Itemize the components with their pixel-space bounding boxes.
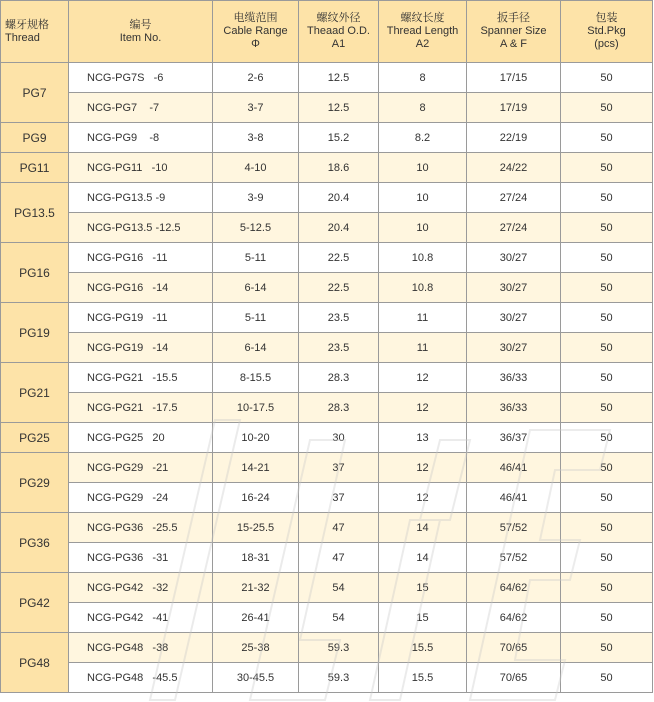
pkg-cell: 50 — [561, 543, 653, 573]
header-span-sym: A & F — [500, 38, 527, 50]
item-cell: NCG-PG42 -41 — [69, 603, 213, 633]
pkg-cell: 50 — [561, 333, 653, 363]
header-thread-cn: 螺牙规格 — [5, 18, 49, 31]
cable-cell: 3-9 — [213, 183, 299, 213]
span-cell: 36/37 — [467, 423, 561, 453]
table-row — [1, 423, 653, 453]
pkg-cell: 50 — [561, 213, 653, 243]
span-cell: 36/33 — [467, 393, 561, 423]
header-cable-sym: Φ — [251, 38, 260, 50]
span-cell: 46/41 — [467, 453, 561, 483]
len-cell: 10 — [379, 153, 467, 183]
table-row — [1, 183, 653, 213]
span-cell: 70/65 — [467, 633, 561, 663]
item-cell: NCG-PG9 -8 — [69, 123, 213, 153]
header-pkg-sym: (pcs) — [594, 38, 619, 50]
cable-cell: 10-20 — [213, 423, 299, 453]
pkg-cell: 50 — [561, 663, 653, 693]
table-row — [1, 513, 653, 543]
od-cell: 22.5 — [299, 243, 379, 273]
od-cell: 54 — [299, 603, 379, 633]
span-cell: 70/65 — [467, 663, 561, 693]
pkg-cell: 50 — [561, 423, 653, 453]
header-cable-range — [213, 1, 299, 63]
span-cell: 30/27 — [467, 273, 561, 303]
header-cable-cn: 电缆范围 — [233, 12, 278, 24]
cable-cell: 21-32 — [213, 573, 299, 603]
cable-cell: 30-45.5 — [213, 663, 299, 693]
thread-cell: PG25 — [1, 423, 69, 453]
thread-cell: PG48 — [1, 633, 69, 693]
header-spanner-size — [467, 1, 561, 63]
table-row — [1, 633, 653, 663]
cable-cell: 3-8 — [213, 123, 299, 153]
header-od-sym: A1 — [331, 38, 346, 50]
od-cell: 47 — [299, 513, 379, 543]
cable-cell: 4-10 — [213, 153, 299, 183]
thread-cell: PG42 — [1, 573, 69, 633]
item-cell: NCG-PG16 -14 — [69, 273, 213, 303]
item-cell: NCG-PG16 -11 — [69, 243, 213, 273]
thread-cell: PG19 — [1, 303, 69, 363]
table-body — [1, 63, 653, 693]
cable-cell: 5-11 — [213, 243, 299, 273]
od-cell: 37 — [299, 483, 379, 513]
item-cell: NCG-PG36 -31 — [69, 543, 213, 573]
item-cell: NCG-PG13.5 -12.5 — [69, 213, 213, 243]
header-len-cn: 螺纹长度 — [400, 12, 445, 24]
len-cell: 10.8 — [379, 243, 467, 273]
span-cell: 22/19 — [467, 123, 561, 153]
span-cell: 17/15 — [467, 63, 561, 93]
span-cell: 57/52 — [467, 513, 561, 543]
span-cell: 27/24 — [467, 183, 561, 213]
item-cell: NCG-PG21 -15.5 — [69, 363, 213, 393]
cable-cell: 14-21 — [213, 453, 299, 483]
od-cell: 54 — [299, 573, 379, 603]
od-cell: 20.4 — [299, 183, 379, 213]
cable-cell: 2-6 — [213, 63, 299, 93]
len-cell: 14 — [379, 543, 467, 573]
item-cell: NCG-PG11 -10 — [69, 153, 213, 183]
table-row — [1, 663, 653, 693]
span-cell: 30/27 — [467, 333, 561, 363]
span-cell: 30/27 — [467, 243, 561, 273]
table-row — [1, 153, 653, 183]
len-cell: 10.8 — [379, 273, 467, 303]
header-thread-length — [379, 1, 467, 63]
len-cell: 15.5 — [379, 663, 467, 693]
item-cell: NCG-PG7S -6 — [69, 63, 213, 93]
cable-cell: 18-31 — [213, 543, 299, 573]
item-cell: NCG-PG13.5 -9 — [69, 183, 213, 213]
len-cell: 12 — [379, 393, 467, 423]
od-cell: 28.3 — [299, 363, 379, 393]
od-cell: 59.3 — [299, 663, 379, 693]
table-row — [1, 393, 653, 423]
thread-cell: PG9 — [1, 123, 69, 153]
od-cell: 37 — [299, 453, 379, 483]
table-row — [1, 123, 653, 153]
len-cell: 8 — [379, 63, 467, 93]
od-cell: 12.5 — [299, 93, 379, 123]
cable-cell: 8-15.5 — [213, 363, 299, 393]
len-cell: 14 — [379, 513, 467, 543]
pkg-cell: 50 — [561, 123, 653, 153]
len-cell: 8.2 — [379, 123, 467, 153]
table-row — [1, 363, 653, 393]
table-row — [1, 213, 653, 243]
table-row — [1, 333, 653, 363]
header-thread-od — [299, 1, 379, 63]
item-cell: NCG-PG36 -25.5 — [69, 513, 213, 543]
table-row — [1, 303, 653, 333]
header-pkg-cn: 包装 — [595, 12, 618, 24]
len-cell: 12 — [379, 453, 467, 483]
item-cell: NCG-PG25 20 — [69, 423, 213, 453]
header-span-cn: 扳手径 — [497, 12, 530, 24]
od-cell: 28.3 — [299, 393, 379, 423]
pkg-cell: 50 — [561, 93, 653, 123]
pkg-cell: 50 — [561, 243, 653, 273]
cable-cell: 5-11 — [213, 303, 299, 333]
header-od-en: Theaad O.D. — [307, 25, 370, 37]
pkg-cell: 50 — [561, 303, 653, 333]
pkg-cell: 50 — [561, 273, 653, 303]
od-cell: 30 — [299, 423, 379, 453]
pkg-cell: 50 — [561, 483, 653, 513]
len-cell: 15 — [379, 573, 467, 603]
thread-cell: PG36 — [1, 513, 69, 573]
table-row — [1, 63, 653, 93]
cable-cell: 3-7 — [213, 93, 299, 123]
pkg-cell: 50 — [561, 573, 653, 603]
table-row — [1, 273, 653, 303]
cable-cell: 26-41 — [213, 603, 299, 633]
header-std-pkg — [561, 1, 653, 63]
header-len-sym: A2 — [415, 38, 430, 50]
thread-cell: PG11 — [1, 153, 69, 183]
len-cell: 12 — [379, 483, 467, 513]
span-cell: 27/24 — [467, 213, 561, 243]
len-cell: 12 — [379, 363, 467, 393]
pkg-cell: 50 — [561, 603, 653, 633]
cable-cell: 10-17.5 — [213, 393, 299, 423]
od-cell: 12.5 — [299, 63, 379, 93]
pkg-cell: 50 — [561, 633, 653, 663]
thread-cell: PG7 — [1, 63, 69, 123]
item-cell: NCG-PG29 -21 — [69, 453, 213, 483]
header-item — [69, 1, 213, 63]
span-cell: 46/41 — [467, 483, 561, 513]
thread-cell: PG13.5 — [1, 183, 69, 243]
span-cell: 64/62 — [467, 573, 561, 603]
table-row — [1, 243, 653, 273]
len-cell: 10 — [379, 183, 467, 213]
table-row — [1, 573, 653, 603]
thread-cell: PG29 — [1, 453, 69, 513]
item-cell: NCG-PG21 -17.5 — [69, 393, 213, 423]
item-cell: NCG-PG48 -38 — [69, 633, 213, 663]
header-od-cn: 螺纹外径 — [316, 12, 361, 24]
header-row — [1, 1, 653, 63]
pkg-cell: 50 — [561, 63, 653, 93]
table-row — [1, 453, 653, 483]
thread-cell: PG21 — [1, 363, 69, 423]
header-thread-en: Thread — [5, 31, 40, 44]
cable-cell: 15-25.5 — [213, 513, 299, 543]
cable-cell: 5-12.5 — [213, 213, 299, 243]
table-row — [1, 543, 653, 573]
len-cell: 15 — [379, 603, 467, 633]
table-row — [1, 603, 653, 633]
pkg-cell: 50 — [561, 513, 653, 543]
od-cell: 47 — [299, 543, 379, 573]
len-cell: 10 — [379, 213, 467, 243]
pkg-cell: 50 — [561, 363, 653, 393]
header-cable-en: Cable Range — [223, 25, 288, 37]
header-item-cn: 编号 — [129, 18, 152, 31]
len-cell: 11 — [379, 303, 467, 333]
table-row — [1, 93, 653, 123]
item-cell: NCG-PG48 -45.5 — [69, 663, 213, 693]
od-cell: 59.3 — [299, 633, 379, 663]
od-cell: 23.5 — [299, 333, 379, 363]
header-thread — [1, 1, 69, 63]
od-cell: 22.5 — [299, 273, 379, 303]
span-cell: 17/19 — [467, 93, 561, 123]
item-cell: NCG-PG42 -32 — [69, 573, 213, 603]
item-cell: NCG-PG19 -14 — [69, 333, 213, 363]
len-cell: 15.5 — [379, 633, 467, 663]
header-len-en: Thread Length — [386, 25, 459, 37]
od-cell: 23.5 — [299, 303, 379, 333]
cable-cell: 25-38 — [213, 633, 299, 663]
header-item-en: Item No. — [119, 31, 162, 44]
span-cell: 57/52 — [467, 543, 561, 573]
span-cell: 30/27 — [467, 303, 561, 333]
cable-cell: 6-14 — [213, 273, 299, 303]
cable-cell: 6-14 — [213, 333, 299, 363]
len-cell: 8 — [379, 93, 467, 123]
table-row — [1, 483, 653, 513]
len-cell: 11 — [379, 333, 467, 363]
od-cell: 18.6 — [299, 153, 379, 183]
item-cell: NCG-PG19 -11 — [69, 303, 213, 333]
cable-cell: 16-24 — [213, 483, 299, 513]
od-cell: 20.4 — [299, 213, 379, 243]
span-cell: 64/62 — [467, 603, 561, 633]
header-span-en: Spanner Size — [480, 25, 547, 37]
od-cell: 15.2 — [299, 123, 379, 153]
pkg-cell: 50 — [561, 393, 653, 423]
pkg-cell: 50 — [561, 453, 653, 483]
item-cell: NCG-PG29 -24 — [69, 483, 213, 513]
pkg-cell: 50 — [561, 153, 653, 183]
span-cell: 36/33 — [467, 363, 561, 393]
span-cell: 24/22 — [467, 153, 561, 183]
len-cell: 13 — [379, 423, 467, 453]
item-cell: NCG-PG7 -7 — [69, 93, 213, 123]
thread-cell: PG16 — [1, 243, 69, 303]
header-pkg-en: Std.Pkg — [587, 25, 626, 37]
pkg-cell: 50 — [561, 183, 653, 213]
